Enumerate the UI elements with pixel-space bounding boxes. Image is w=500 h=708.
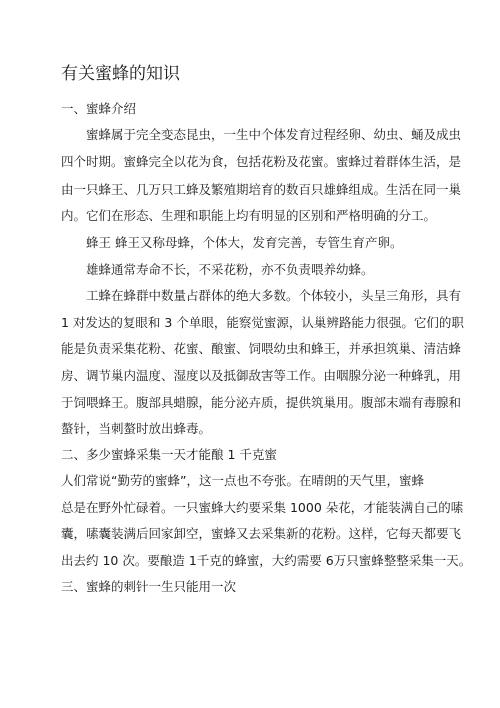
text-line: 囊，嗉囊装满后回家卸空，蜜蜂又去采集新的花粉。这样，它每天都要飞 bbox=[61, 526, 462, 541]
text-line: 能是负责采集花粉、花蜜、酿蜜、饲喂幼虫和蜂王，并承担筑巢、清洁蜂 bbox=[61, 341, 462, 356]
text-line: 一、蜜蜂介绍 bbox=[61, 101, 137, 116]
text-line: 三、蜜蜂的刺针一生只能用一次 bbox=[61, 579, 237, 594]
text-line: 人们常说“勤劳的蜜蜂”，这一点也不夸张。在晴朗的天气里，蜜蜂 bbox=[61, 473, 424, 488]
text-line: 螯针，当刺螯时放出蜂毒。 bbox=[61, 421, 212, 436]
text-line: 雄蜂通常寿命不长，不采花粉，亦不负责喂养幼蜂。 bbox=[86, 262, 374, 277]
text-line: 二、多少蜜蜂采集一天才能酿 1 千克蜜 bbox=[61, 447, 277, 462]
text-line: 四个时期。蜜蜂完全以花为食，包括花粉及花蜜。蜜蜂过着群体生活，是 bbox=[61, 154, 462, 169]
text-line: 出去约 10 次。要酿造 1千克的蜂蜜，大约需要 6万只蜜蜂整整采集一天。 bbox=[61, 553, 472, 568]
text-line: 房、调节巢内温度、湿度以及抵御敌害等工作。由咽腺分泌一种蜂乳，用 bbox=[61, 368, 462, 383]
text-line: 1 对发达的复眼和 3 个单眼，能察觉蜜源，认巢辨路能力很强。它们的职 bbox=[61, 315, 464, 330]
text-line: 于饲喂蜂王。腹部具蜡腺，能分泌卉质，提供筑巢用。腹部末端有毒腺和 bbox=[61, 395, 462, 410]
text-line: 蜜蜂属于完全变态昆虫，一生中个体发育过程经卵、幼虫、蛹及成虫 bbox=[86, 127, 462, 142]
document-title: 有关蜜蜂的知识 bbox=[61, 64, 180, 84]
text-line: 由一只蜂王、几万只工蜂及繁殖期培育的数百只雄蜂组成。生活在同一巢 bbox=[61, 182, 462, 197]
text-line: 蜂王 蜂王又称母蜂，个体大，发育完善，专管生育产卵。 bbox=[86, 235, 403, 250]
text-line: 总是在野外忙碌着。一只蜜蜂大约要采集 1000 朵花，才能装满自己的嗉 bbox=[61, 500, 464, 515]
text-line: 工蜂在蜂群中数量占群体的绝大多数。个体较小，头呈三角形，具有 bbox=[86, 288, 462, 303]
text-line: 内。它们在形态、生理和职能上均有明显的区别和严格明确的分工。 bbox=[61, 208, 437, 223]
